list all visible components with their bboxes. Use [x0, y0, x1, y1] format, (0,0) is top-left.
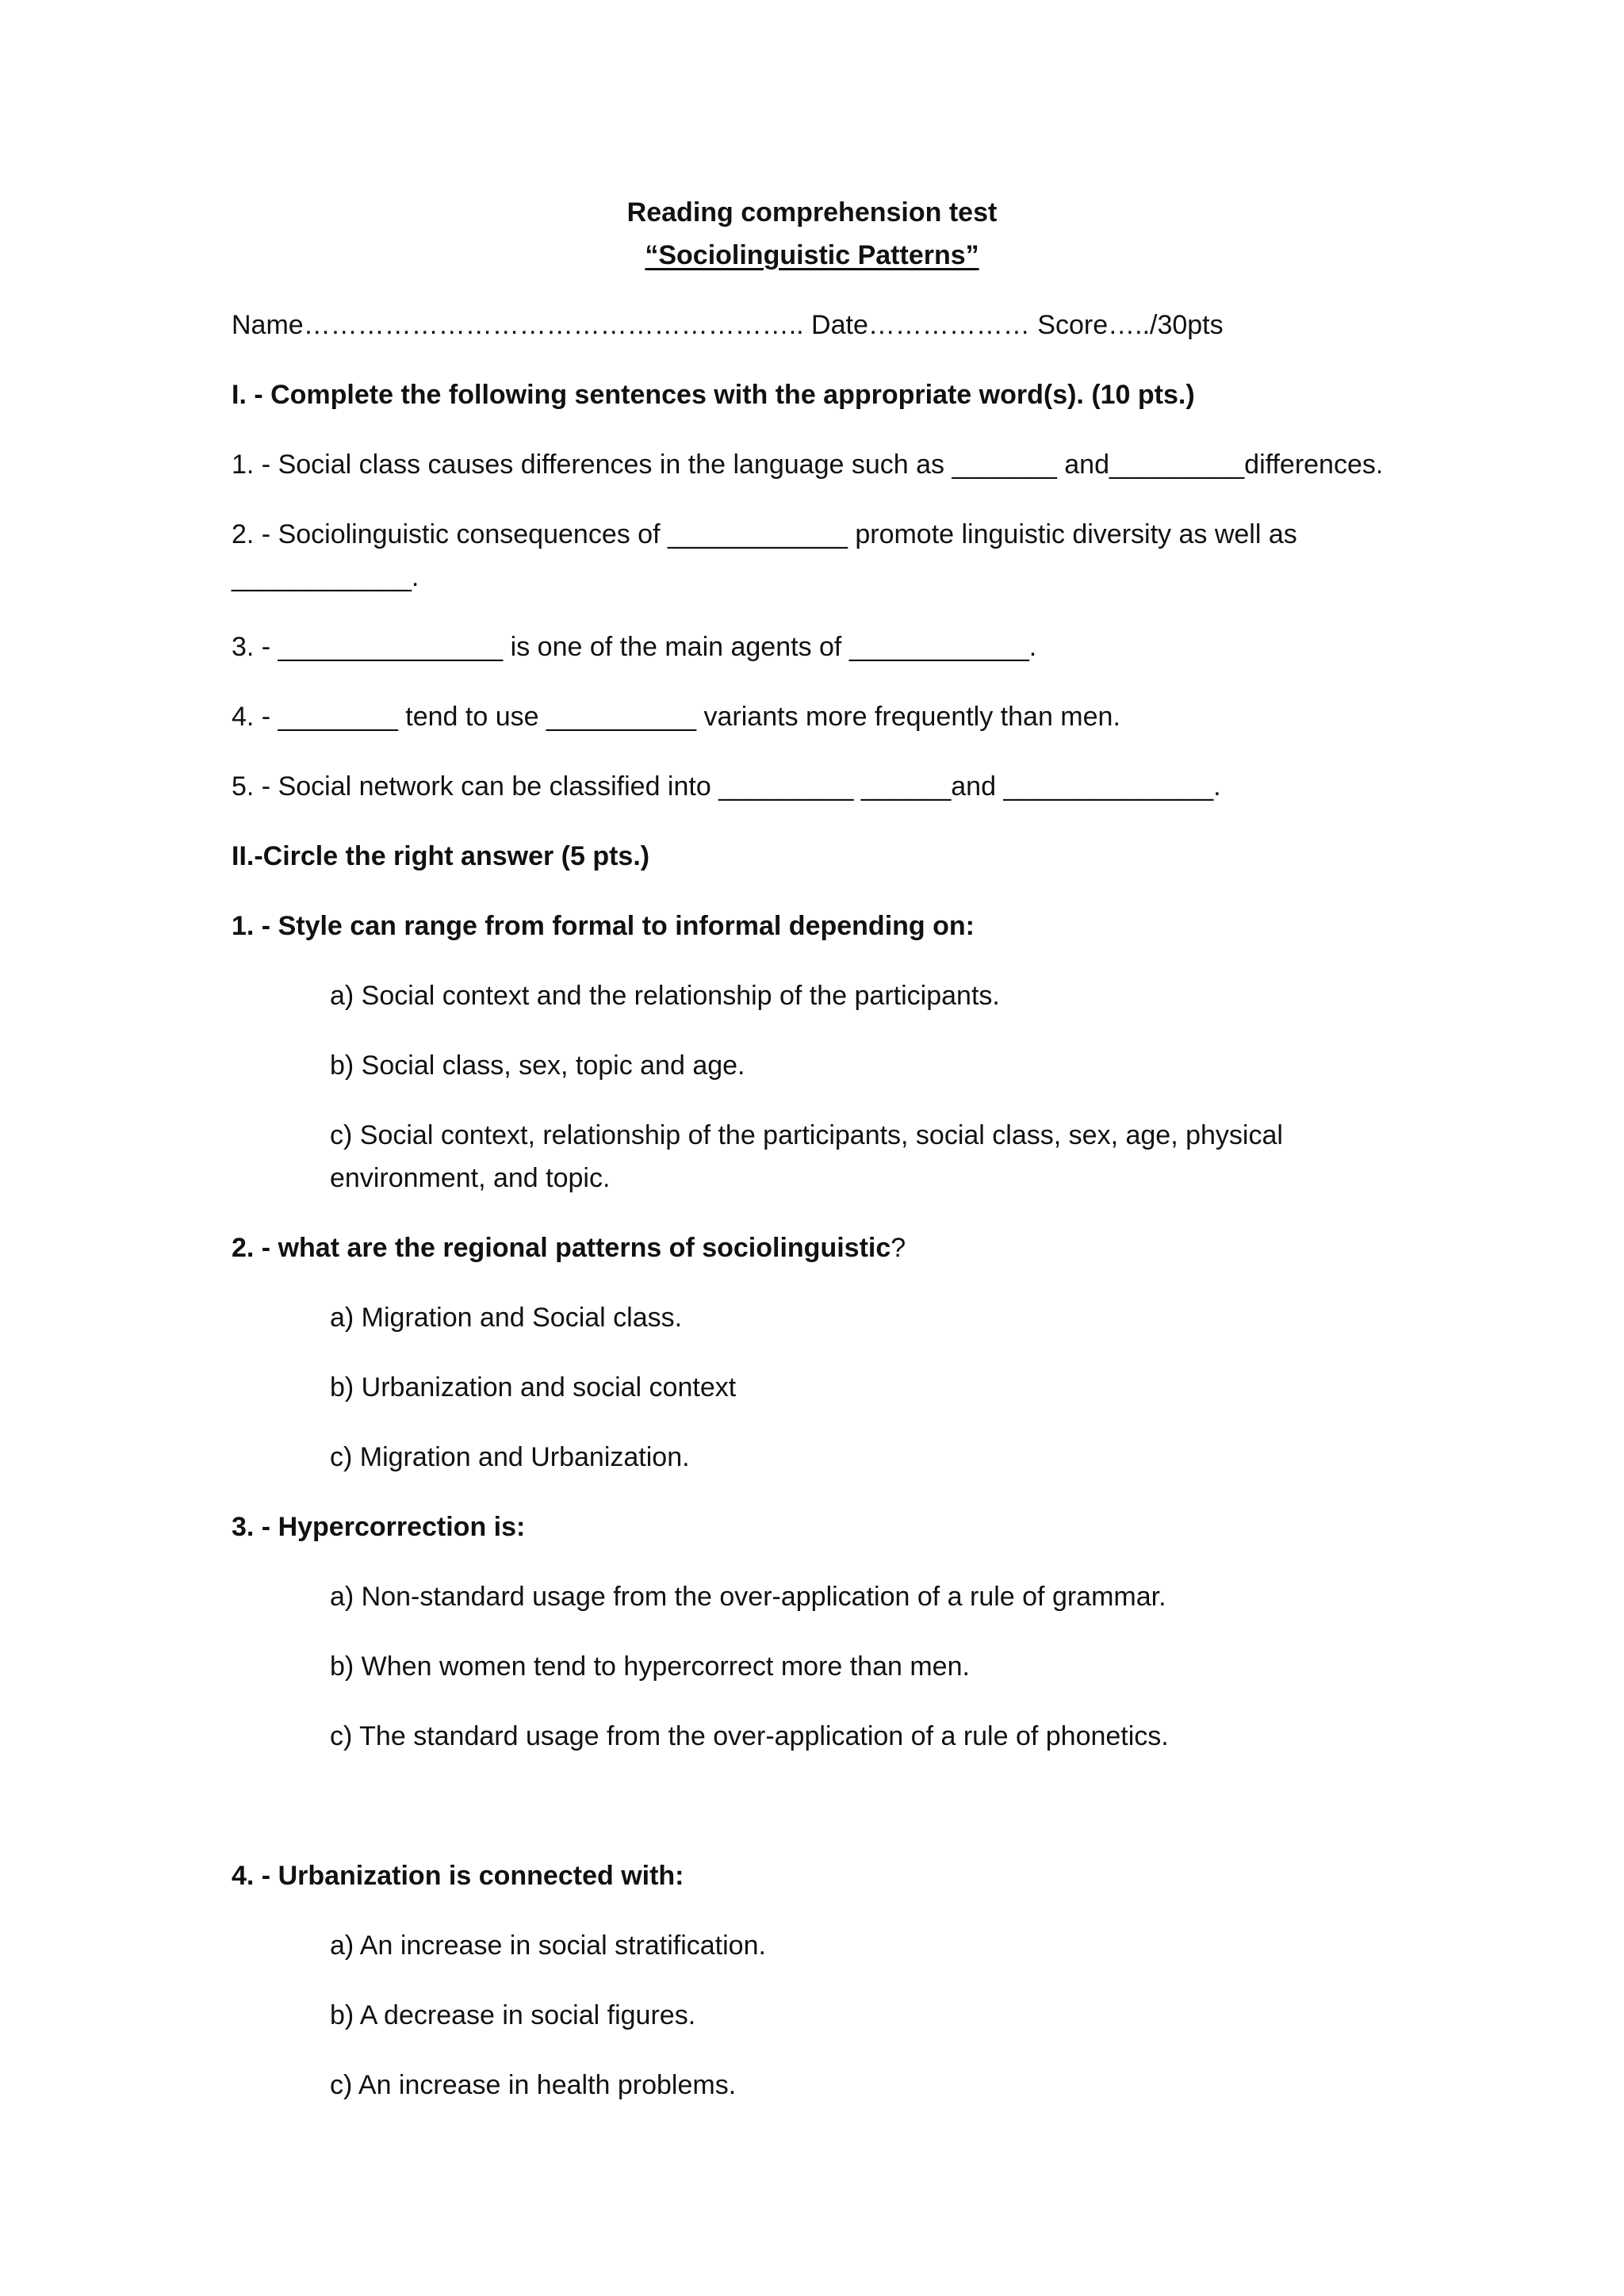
question-3: 3. - Hypercorrection is: [232, 1512, 526, 1542]
question-4-option-b: b) A decrease in social figures. [330, 2000, 696, 2030]
fill-in-item-2-continued: ____________. [232, 562, 419, 592]
section2-heading: II.-Circle the right answer (5 pts.) [232, 841, 650, 871]
fill-in-item-1: 1. - Social class causes differences in the language such as _______ and_________differences. [232, 450, 1384, 480]
question-3-option-c: c) The standard usage from the over-application of a rule of phonetics. [330, 1721, 1169, 1751]
question-4: 4. - Urbanization is connected with: [232, 1861, 684, 1891]
question-2-option-b: b) Urbanization and social context [330, 1372, 737, 1402]
section1-heading: I. - Complete the following sentences with the appropriate word(s). (10 pts.) [232, 380, 1195, 410]
question-1-option-c: c) Social context, relationship of the participants, social class, sex, age, physical [330, 1120, 1283, 1150]
question-2-option-c: c) Migration and Urbanization. [330, 1442, 690, 1472]
question-3-option-b: b) When women tend to hypercorrect more than men. [330, 1651, 970, 1682]
question-2-row [232, 1232, 906, 1264]
question-2-mark: ? [891, 1233, 906, 1263]
student-info-line: Name……………………………………………….. Date……………… Score…../30pts [232, 310, 1224, 340]
document-subtitle-row [0, 239, 1624, 271]
question-4-option-a: a) An increase in social stratification. [330, 1931, 766, 1961]
question-1: 1. - Style can range from formal to informal depending on: [232, 911, 975, 941]
question-1-option-a: a) Social context and the relationship of the participants. [330, 981, 1000, 1011]
question-1-option-b: b) Social class, sex, topic and age. [330, 1050, 745, 1081]
question-2-option-a: a) Migration and Social class. [330, 1303, 683, 1333]
fill-in-item-3: 3. - _______________ is one of the main agents of ____________. [232, 632, 1037, 662]
question-4-option-c: c) An increase in health problems. [330, 2070, 737, 2100]
document-subtitle: “Sociolinguistic Patterns” [645, 240, 979, 270]
fill-in-item-2: 2. - Sociolinguistic consequences of ____________ promote linguistic diversity as well as [232, 519, 1297, 549]
question-2: 2. - what are the regional patterns of sociolinguistic [232, 1233, 891, 1263]
fill-in-item-4: 4. - ________ tend to use __________ variants more frequently than men. [232, 702, 1120, 732]
fill-in-item-5: 5. - Social network can be classified into _________ ______and ______________. [232, 771, 1221, 802]
question-1-option-c-continued: environment, and topic. [330, 1163, 611, 1193]
document-title: Reading comprehension test [626, 197, 998, 228]
question-3-option-a: a) Non-standard usage from the over-application of a rule of grammar. [330, 1582, 1166, 1612]
